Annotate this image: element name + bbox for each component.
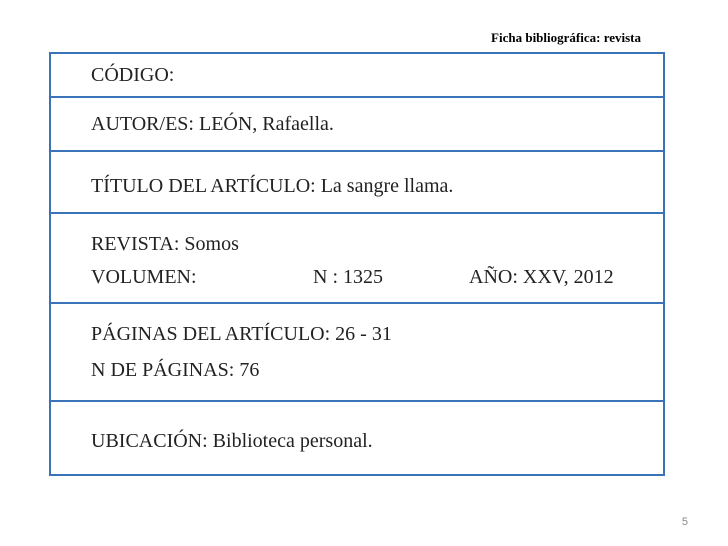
ubicacion-field: UBICACIÓN: Biblioteca personal. [91, 430, 373, 452]
volumen-field: VOLUMEN: [91, 266, 197, 288]
section-paginas [51, 304, 663, 402]
anio-field: AÑO: XXV, 2012 [469, 266, 614, 288]
titulo-field: TÍTULO DEL ARTÍCULO: La sangre llama. [91, 175, 454, 197]
num-paginas-field: N DE PÁGINAS: 76 [91, 359, 260, 381]
page-number: 5 [681, 516, 688, 528]
section-revista [51, 214, 663, 304]
bibliographic-card [49, 52, 665, 476]
codigo-field: CÓDIGO: [91, 64, 175, 86]
paginas-articulo-field: PÁGINAS DEL ARTÍCULO: 26 - 31 [91, 323, 392, 345]
section-titulo [51, 152, 663, 214]
revista-field: REVISTA: Somos [91, 233, 239, 255]
section-ubicacion [51, 402, 663, 474]
slide-title: Ficha bibliográfica: revista [491, 30, 641, 45]
section-autor [51, 98, 663, 152]
autor-field: AUTOR/ES: LEÓN, Rafaella. [91, 113, 334, 135]
section-codigo [51, 54, 663, 98]
numero-field: N : 1325 [313, 266, 383, 288]
